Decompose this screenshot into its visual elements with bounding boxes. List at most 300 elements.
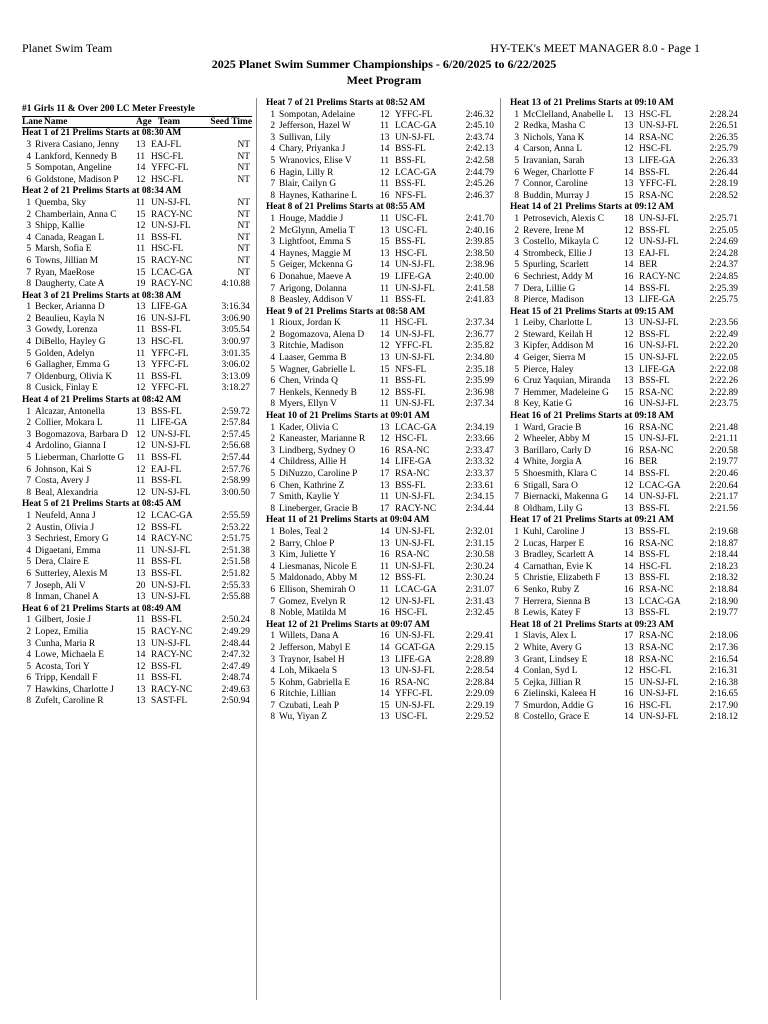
seed-time: 3:06.02 (221, 360, 250, 371)
col-header-seed-time: Seed Time (210, 117, 252, 128)
swimmer-age: 13 (624, 364, 634, 375)
lane-number: 1 (514, 631, 519, 642)
lane-number: 6 (26, 255, 31, 266)
team-code: BSS-FL (151, 557, 182, 568)
table-row (510, 469, 742, 481)
meet-title-block (0, 56, 768, 88)
table-row (510, 295, 742, 307)
swimmer-age: 11 (136, 244, 146, 255)
lane-number: 1 (26, 406, 31, 417)
event-title: #1 Girls 11 & Over 200 LC Meter Freestyle (22, 104, 195, 114)
table-row (22, 534, 252, 546)
team-code: BSS-FL (395, 179, 426, 190)
table-row (266, 144, 496, 156)
table-row (22, 557, 252, 569)
swimmer-name: DiNuzzo, Caroline P (279, 469, 358, 479)
seed-time: 2:38.50 (465, 248, 494, 259)
seed-time: 2:31.15 (465, 538, 494, 549)
swimmer-age: 13 (624, 642, 634, 653)
team-name: Planet Swim Team (22, 41, 113, 55)
seed-time: 2:41.83 (465, 295, 494, 306)
table-row (510, 712, 742, 724)
table-row (22, 441, 252, 453)
swimmer-name: Becker, Arianna D (35, 302, 105, 313)
team-code: BSS-FL (395, 237, 426, 248)
team-code: BSS-FL (151, 568, 182, 579)
team-code: RSA-NC (639, 422, 674, 433)
lane-number: 3 (270, 341, 275, 352)
swimmer-name: Costello, Grace E (523, 712, 590, 723)
lane-number: 6 (270, 376, 275, 387)
table-row (22, 569, 252, 581)
lane-number: 5 (270, 469, 275, 479)
seed-time: 2:24.28 (709, 248, 738, 259)
lane-number: 5 (514, 469, 519, 479)
team-code: BSS-FL (639, 329, 670, 340)
seed-time: 2:18.44 (709, 550, 738, 561)
swimmer-name: McClelland, Anabelle L (523, 109, 614, 120)
seed-time: 2:51.82 (221, 568, 250, 579)
lane-number: 8 (514, 190, 519, 201)
swimmer-name: Ritchie, Madison (279, 341, 344, 352)
swimmer-name: Kim, Juliette Y (279, 550, 337, 561)
seed-time: 2:21.48 (709, 422, 738, 433)
team-code: LIFE-GA (395, 271, 432, 282)
team-code: RACY-NC (151, 650, 193, 661)
seed-time: NT (237, 221, 250, 232)
swimmer-name: Pierce, Madison (523, 295, 584, 306)
swimmer-age: 13 (380, 248, 390, 259)
team-code: LCAC-GA (395, 584, 437, 595)
heat-header: Heat 17 of 21 Prelims Starts at 09:21 AM (510, 515, 674, 526)
swimmer-name: Wheeler, Abby M (523, 434, 591, 445)
seed-time: 2:22.49 (709, 329, 738, 340)
team-code: BSS-FL (639, 526, 670, 537)
team-code: BSS-FL (151, 371, 182, 382)
lane-number: 5 (514, 573, 519, 584)
team-code: UN-SJ-FL (639, 689, 679, 700)
lane-number: 4 (26, 650, 31, 661)
table-row (266, 388, 496, 400)
team-code: HSC-FL (151, 151, 184, 162)
swimmer-name: Cejka, Jillian R (523, 677, 582, 688)
table-row (266, 434, 496, 446)
lane-number: 7 (26, 684, 31, 695)
swimmer-age: 16 (624, 271, 634, 282)
swimmer-age: 11 (380, 584, 390, 595)
swimmer-age: 16 (624, 457, 634, 468)
swimmer-name: Haynes, Katharine L (279, 190, 357, 201)
team-code: RSA-NC (639, 445, 674, 456)
lane-number: 6 (514, 167, 519, 178)
swimmer-name: Bogomazova, Barbara D (35, 429, 128, 440)
lane-number: 6 (26, 464, 31, 475)
swimmer-age: 16 (624, 445, 634, 456)
team-code: RSA-NC (639, 387, 674, 398)
team-code: YFFC-FL (151, 163, 189, 174)
swimmer-name: Rioux, Jordan K (279, 318, 341, 329)
seed-time: 2:26.33 (709, 155, 738, 166)
swimmer-age: 13 (624, 109, 634, 120)
lane-number: 1 (514, 318, 519, 329)
team-code: RSA-NC (639, 654, 674, 665)
swimmer-age: 12 (136, 487, 146, 498)
swimmer-age: 16 (624, 700, 634, 711)
heat-header: Heat 18 of 21 Prelims Starts at 09:23 AM (510, 619, 674, 630)
swimmer-name: Kader, Olivia C (279, 422, 339, 433)
lane-number: 4 (514, 457, 519, 468)
table-row (266, 295, 496, 307)
team-code: UN-SJ-FL (151, 487, 191, 498)
table-row (22, 383, 252, 395)
table-row (510, 168, 742, 180)
table-row (266, 712, 496, 724)
swimmer-age: 12 (380, 434, 390, 445)
swimmer-name: Joseph, Ali V (35, 580, 86, 591)
seed-time: 2:51.75 (221, 534, 250, 545)
lane-number: 5 (26, 453, 31, 463)
seed-time: 2:32.45 (465, 608, 494, 619)
table-row (510, 446, 742, 458)
lane-number: 4 (270, 248, 275, 259)
swimmer-name: Pierce, Haley (523, 364, 574, 375)
table-row (22, 581, 252, 593)
swimmer-age: 14 (624, 712, 634, 723)
seed-time: 2:57.45 (221, 429, 250, 440)
swimmer-name: Geiger, Mckenna G (279, 260, 353, 271)
table-row (266, 318, 496, 330)
team-code: RACY-NC (151, 626, 193, 637)
table-row (22, 140, 252, 152)
table-row (22, 360, 252, 372)
table-row (510, 481, 742, 493)
swimmer-name: Noble, Matilda M (279, 608, 347, 619)
swimmer-age: 18 (624, 654, 634, 665)
lane-number: 6 (270, 480, 275, 491)
lane-number: 6 (270, 167, 275, 178)
swimmer-age: 17 (380, 469, 390, 479)
table-row (22, 685, 252, 697)
lane-number: 7 (514, 700, 519, 711)
lane-number: 2 (26, 626, 31, 637)
lane-number: 4 (514, 666, 519, 677)
seed-time: 2:29.52 (465, 712, 494, 723)
team-code: UN-SJ-FL (639, 434, 679, 445)
seed-time: 2:17.36 (709, 642, 738, 653)
team-code: BER (639, 260, 658, 271)
swimmer-name: Carnathan, Evie K (523, 561, 593, 572)
seed-time: 2:46.32 (465, 109, 494, 120)
team-code: RACY-NC (151, 534, 193, 545)
table-row (266, 678, 496, 690)
swimmer-name: Steward, Keilah H (523, 329, 593, 340)
swimmer-name: Kuhl, Caroline J (523, 526, 585, 537)
meet-title: 2025 Planet Swim Summer Championships - 6/20/2025 to 6/22/2025 (211, 57, 557, 71)
team-code: HSC-FL (395, 608, 428, 619)
swimmer-name: Tripp, Kendall F (35, 673, 98, 684)
swimmer-age: 11 (136, 545, 146, 556)
seed-time: 2:34.44 (465, 503, 494, 514)
lane-number: 6 (26, 568, 31, 579)
team-code: UN-SJ-FL (151, 429, 191, 440)
lane-number: 3 (26, 325, 31, 336)
table-row (510, 492, 742, 504)
swimmer-age: 15 (624, 353, 634, 364)
lane-number: 7 (514, 596, 519, 607)
seed-time: 2:37.34 (465, 399, 494, 410)
seed-time: 2:25.39 (709, 283, 738, 294)
lane-number: 1 (270, 213, 275, 224)
lane-number: 6 (514, 689, 519, 700)
table-row (510, 550, 742, 562)
swimmer-age: 13 (380, 538, 390, 549)
swimmer-age: 12 (380, 109, 390, 120)
heat-list (266, 98, 496, 724)
swimmer-name: Towns, Jillian M (35, 255, 99, 266)
table-row (510, 237, 742, 249)
seed-time: 2:53.22 (221, 522, 250, 533)
swimmer-name: Christie, Elizabeth F (523, 573, 601, 584)
seed-time: 2:19.68 (709, 526, 738, 537)
lane-number: 8 (270, 190, 275, 201)
swimmer-age: 13 (624, 526, 634, 537)
heat-header: Heat 11 of 21 Prelims Starts at 09:04 AM (266, 515, 430, 526)
swimmer-name: Dera, Claire E (35, 557, 89, 568)
lane-number: 5 (270, 677, 275, 688)
team-code: UN-SJ-FL (639, 341, 679, 352)
lane-number: 3 (514, 132, 519, 143)
lane-number: 7 (26, 371, 31, 382)
swimmer-name: Sechriest, Addy M (523, 271, 594, 282)
lane-number: 3 (26, 429, 31, 440)
table-row (266, 689, 496, 701)
swimmer-age: 12 (136, 221, 146, 232)
swimmer-name: Conlan, Syd L (523, 666, 578, 677)
lane-number: 4 (514, 144, 519, 155)
team-code: RACY-NC (151, 684, 193, 695)
seed-time: 2:24.85 (709, 271, 738, 282)
lane-number: 7 (270, 492, 275, 503)
team-code: EAJ-FL (639, 248, 670, 259)
team-code: RACY-NC (639, 271, 681, 282)
team-code: RSA-NC (395, 445, 430, 456)
swimmer-age: 13 (380, 132, 390, 143)
swimmer-age: 13 (136, 139, 146, 150)
swimmer-name: Kaneaster, Marianne R (279, 434, 366, 445)
table-row (266, 226, 496, 238)
swimmer-age: 14 (624, 260, 634, 271)
col-header-name: Name (44, 117, 68, 128)
team-code: LCAC-GA (395, 167, 437, 178)
team-code: LCAC-GA (639, 596, 681, 607)
seed-time: 2:49.63 (221, 684, 250, 695)
seed-time: 2:59.72 (221, 406, 250, 417)
swimmer-age: 11 (136, 348, 146, 359)
table-row (266, 330, 496, 342)
lane-number: 8 (26, 487, 31, 498)
swimmer-age: 15 (624, 387, 634, 398)
table-row (22, 233, 252, 245)
team-code: HSC-FL (151, 244, 184, 255)
swimmer-age: 16 (136, 313, 146, 324)
team-code: UN-SJ-FL (395, 596, 435, 607)
team-code: HSC-FL (395, 248, 428, 259)
heat-header: Heat 1 of 21 Prelims Starts at 08:30 AM (22, 128, 182, 139)
swimmer-age: 12 (380, 573, 390, 584)
seed-time: 2:40.00 (465, 271, 494, 282)
seed-time: 2:42.58 (465, 155, 494, 166)
lane-number: 5 (26, 661, 31, 672)
swimmer-age: 14 (624, 132, 634, 143)
swimmer-name: Weger, Charlotte F (523, 167, 594, 178)
swimmer-name: Arigong, Dolanna (279, 283, 347, 294)
team-code: UN-SJ-FL (395, 526, 435, 537)
table-row (266, 365, 496, 377)
lane-number: 5 (270, 155, 275, 166)
swimmer-age: 11 (380, 213, 390, 224)
lane-number: 2 (26, 313, 31, 324)
seed-time: NT (237, 151, 250, 162)
seed-time: 2:21.56 (709, 503, 738, 514)
swimmer-age: 15 (136, 209, 146, 220)
seed-time: 2:24.69 (709, 237, 738, 248)
swimmer-name: Laaser, Gemma B (279, 353, 347, 364)
seed-time: 2:24.37 (709, 260, 738, 271)
heat-header: Heat 12 of 21 Prelims Starts at 09:07 AM (266, 619, 430, 630)
table-row (510, 434, 742, 446)
lane-number: 5 (514, 364, 519, 375)
team-code: UN-SJ-FL (151, 313, 191, 324)
team-code: RACY-NC (395, 503, 437, 514)
team-code: BSS-FL (395, 387, 426, 398)
lane-number: 7 (26, 580, 31, 591)
swimmer-age: 13 (136, 360, 146, 371)
swimmer-name: Neufeld, Anna J (35, 510, 96, 521)
seed-time: 2:45.26 (465, 179, 494, 190)
swimmer-age: 14 (624, 469, 634, 479)
swimmer-name: Sompotan, Adelaine (279, 109, 356, 120)
swimmer-name: Jefferson, Mabyl E (279, 642, 351, 653)
seed-time: 2:33.47 (465, 445, 494, 456)
seed-time: 2:34.80 (465, 353, 494, 364)
lane-number: 1 (514, 109, 519, 120)
swimmer-name: Lopez, Emilia (35, 626, 89, 637)
seed-time: 2:57.76 (221, 464, 250, 475)
swimmer-name: Chary, Priyanka J (279, 144, 346, 155)
swimmer-age: 13 (136, 568, 146, 579)
team-code: YFFC-FL (395, 341, 433, 352)
swimmer-name: Quemba, Sky (35, 197, 87, 208)
team-code: RSA-NC (639, 642, 674, 653)
lane-number: 1 (514, 526, 519, 537)
swimmer-name: Chamberlain, Anna C (35, 209, 117, 220)
heat-header: Heat 5 of 21 Prelims Starts at 08:45 AM (22, 499, 182, 510)
seed-time: 2:33.37 (465, 469, 494, 479)
lane-number: 4 (514, 248, 519, 259)
table-row (22, 314, 252, 326)
seed-time: 2:28.24 (709, 109, 738, 120)
team-code: UN-SJ-FL (151, 197, 191, 208)
swimmer-name: Redka, Masha C (523, 121, 586, 132)
swimmer-name: Kohm, Gabriella E (279, 677, 351, 688)
swimmer-name: Johnson, Kai S (35, 464, 92, 475)
seed-time: 2:34.15 (465, 492, 494, 503)
table-row (510, 179, 742, 191)
swimmer-name: Canada, Reagan L (35, 232, 104, 243)
table-row (510, 110, 742, 122)
swimmer-name: White, Jorgia A (523, 457, 582, 468)
team-code: NFS-FL (395, 190, 427, 201)
table-row (22, 152, 252, 164)
swimmer-name: White, Avery G (523, 642, 582, 653)
seed-time: 2:22.05 (709, 353, 738, 364)
seed-time: 2:34.19 (465, 422, 494, 433)
lane-number: 6 (270, 689, 275, 700)
swimmer-name: Lineberger, Gracie B (279, 503, 358, 514)
seed-time: NT (237, 139, 250, 150)
lane-number: 8 (514, 503, 519, 514)
seed-time: 2:20.64 (709, 480, 738, 491)
table-row (22, 465, 252, 477)
swimmer-name: Shoesmith, Klara C (523, 469, 597, 479)
swimmer-name: Inman, Chanel A (35, 592, 99, 603)
swimmer-name: Gomez, Evelyn R (279, 596, 346, 607)
team-code: BSS-FL (151, 232, 182, 243)
seed-time: 2:18.32 (709, 573, 738, 584)
lane-number: 3 (270, 654, 275, 665)
swimmer-age: 13 (380, 654, 390, 665)
lane-number: 2 (270, 121, 275, 132)
swimmer-name: Costello, Mikayla C (523, 237, 599, 248)
lane-number: 1 (270, 109, 275, 120)
column-header-row (22, 116, 252, 128)
swimmer-name: Rivera Casiano, Jenny (35, 139, 120, 150)
team-code: BSS-FL (151, 453, 182, 463)
lane-number: 4 (26, 441, 31, 452)
seed-time: 2:25.71 (709, 213, 738, 224)
swimmer-age: 13 (136, 302, 146, 313)
lane-number: 4 (270, 666, 275, 677)
team-code: BSS-FL (395, 144, 426, 155)
swimmer-name: Houge, Maddie J (279, 213, 344, 224)
table-row (510, 388, 742, 400)
seed-time: 2:33.61 (465, 480, 494, 491)
lane-number: 8 (514, 295, 519, 306)
table-row (510, 504, 742, 516)
seed-time: 3:13.09 (221, 371, 250, 382)
lane-number: 8 (270, 399, 275, 410)
table-row (510, 376, 742, 388)
table-row (22, 476, 252, 488)
lane-number: 3 (26, 139, 31, 150)
table-row (266, 353, 496, 365)
team-code: UN-SJ-FL (395, 260, 435, 271)
team-code: YFFC-FL (639, 179, 677, 190)
table-row (266, 133, 496, 145)
swimmer-age: 13 (624, 503, 634, 514)
swimmer-age: 19 (380, 271, 390, 282)
lane-number: 5 (514, 155, 519, 166)
table-row (22, 639, 252, 651)
lane-number: 5 (26, 557, 31, 568)
swimmer-age: 14 (136, 534, 146, 545)
lane-number: 3 (26, 638, 31, 649)
lane-number: 5 (270, 573, 275, 584)
seed-time: 2:49.29 (221, 626, 250, 637)
table-row (266, 608, 496, 620)
lane-number: 7 (514, 283, 519, 294)
seed-time: 2:25.75 (709, 295, 738, 306)
